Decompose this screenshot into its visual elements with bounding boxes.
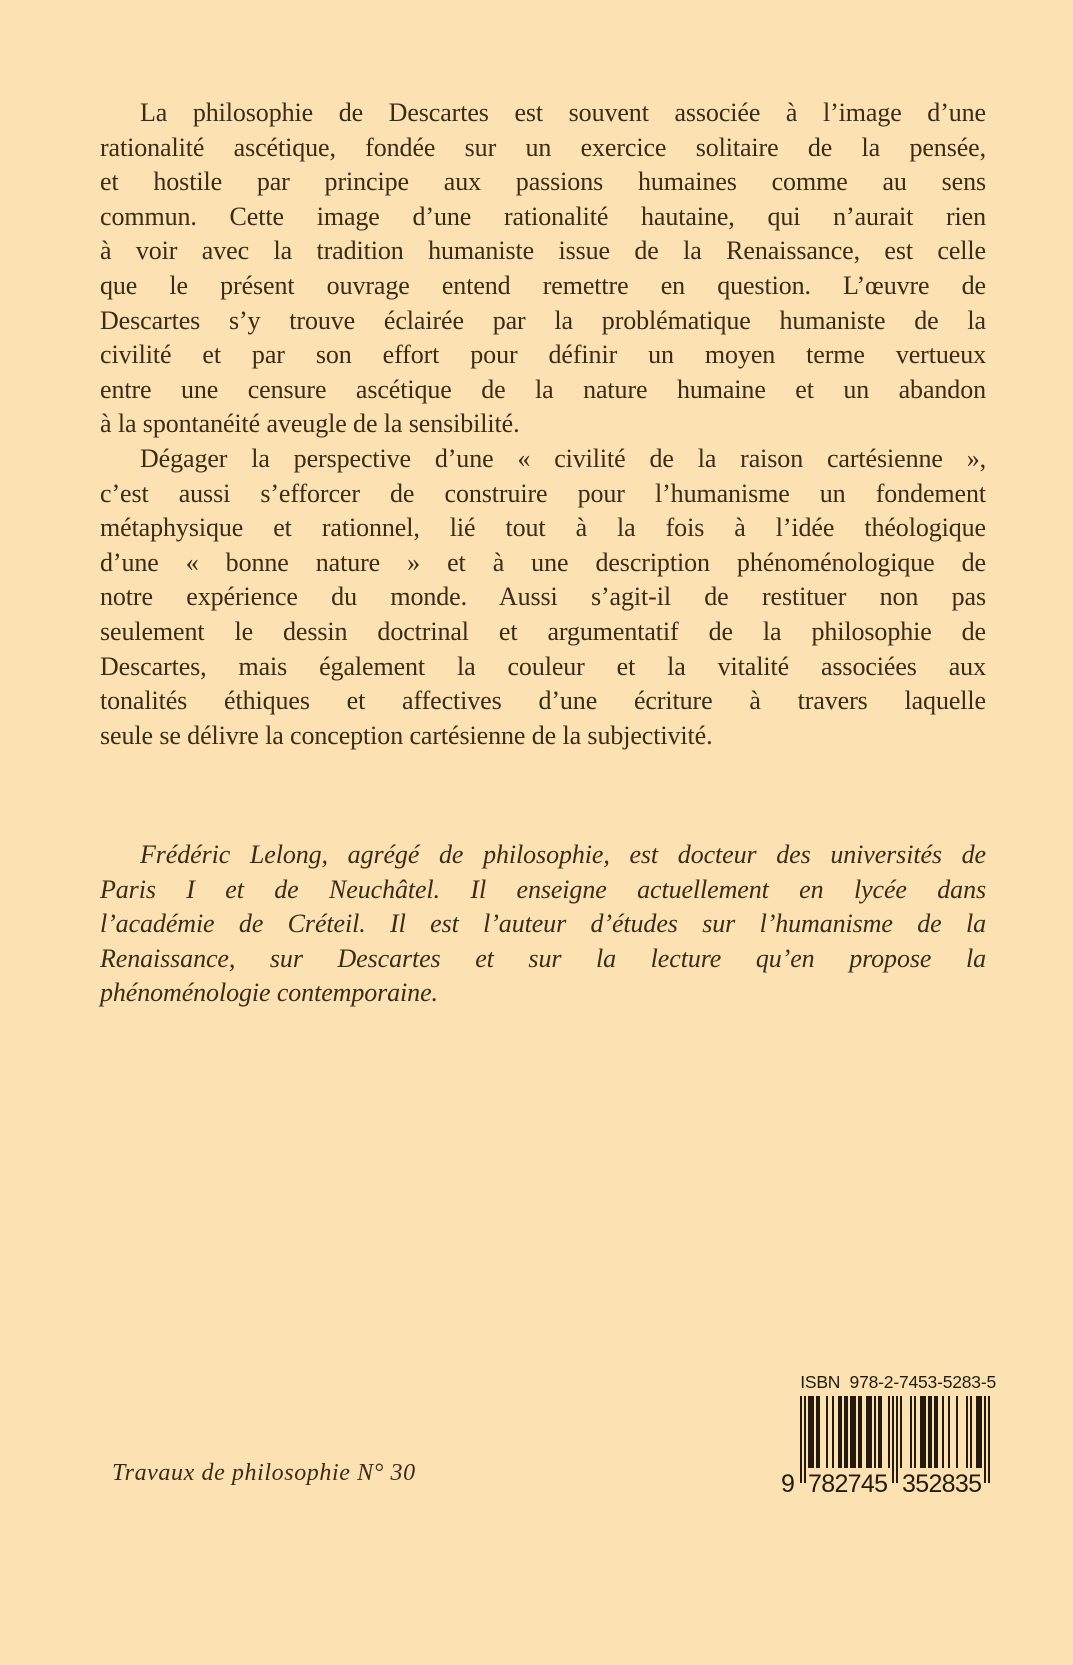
barcode-bar: [852, 1396, 854, 1468]
barcode-bar: [956, 1396, 958, 1468]
collection-label: Travaux de philosophie N° 30: [112, 1460, 416, 1486]
barcode-bar: [804, 1396, 806, 1483]
barcode-bar: [878, 1396, 880, 1468]
barcode-bar: [920, 1396, 922, 1468]
barcode-bar: [832, 1396, 834, 1468]
text-line: à voir avec la tradition humaniste issue de la Renaissance, est celle: [100, 236, 986, 266]
barcode-bar: [922, 1396, 924, 1468]
barcode-bar: [936, 1396, 938, 1468]
barcode-bar: [854, 1396, 856, 1468]
barcode-bar: [818, 1396, 820, 1468]
text-line: commun. Cette image d’une rationalité hautaine, qui n’aurait rien: [100, 201, 986, 231]
text-line: rationalité ascétique, fondée sur un exercice solitaire de la pensée,: [100, 132, 986, 162]
barcode-bar: [928, 1396, 930, 1468]
barcode-bar: [970, 1396, 972, 1468]
text-line: Descartes s’y trouve éclairée par la problématique humaniste de la: [100, 305, 986, 335]
barcode-bar: [980, 1396, 982, 1468]
barcode-bar: [900, 1396, 902, 1468]
barcode-bar: [868, 1396, 870, 1468]
barcode-bar: [988, 1396, 990, 1483]
barcode-bar: [810, 1396, 812, 1468]
barcode-bar: [880, 1396, 882, 1468]
text-line: Renaissance, sur Descartes et sur la lecture qu’en propose la: [100, 943, 986, 973]
barcode-bar: [984, 1396, 986, 1483]
barcode-digits-right: 352835: [902, 1470, 982, 1494]
barcode-bar: [870, 1396, 872, 1468]
text-line: Frédéric Lelong, agrégé de philosophie, est docteur des universités de: [140, 840, 986, 869]
barcode-bar: [966, 1396, 968, 1468]
barcode-bar: [800, 1396, 802, 1483]
text-line: à la spontanéité aveugle de la sensibilité.: [100, 409, 520, 439]
barcode-bar: [860, 1396, 862, 1468]
barcode-bar: [978, 1396, 980, 1468]
synopsis-paragraph: [100, 96, 986, 442]
ean13-barcode-svg: [776, 1396, 996, 1494]
isbn-barcode-block: [776, 1372, 996, 1494]
barcode-bar: [948, 1396, 950, 1468]
text-line: et hostile par principe aux passions humaines comme au sens: [100, 167, 986, 197]
text-line: que le présent ouvrage entend remettre en question. L’œuvre de: [100, 270, 986, 300]
barcode-bar: [808, 1396, 810, 1468]
synopsis-text: [100, 96, 986, 753]
text-line: La philosophie de Descartes est souvent associée à l’image d’une: [140, 98, 986, 127]
barcode-bar: [976, 1396, 978, 1468]
text-line: entre une censure ascétique de la nature humaine et un abandon: [100, 374, 986, 404]
text-line: Descartes, mais également la couleur et la vitalité associées aux: [100, 651, 986, 681]
barcode-bar: [812, 1396, 814, 1468]
barcode-bar: [874, 1396, 876, 1468]
barcode-bar: [910, 1396, 912, 1468]
text-line: l’académie de Créteil. Il est l’auteur d’études sur l’humanisme de la: [100, 909, 986, 939]
barcode-bar: [858, 1396, 860, 1468]
barcode-bar: [914, 1396, 916, 1468]
barcode-bar: [840, 1396, 842, 1468]
barcode-bar: [934, 1396, 936, 1468]
barcode-bar: [846, 1396, 848, 1468]
text-line: Paris I et de Neuchâtel. Il enseigne actuellement en lycée dans: [100, 874, 986, 904]
text-line: notre expérience du monde. Aussi s’agit-il de restituer non pas: [100, 582, 986, 612]
synopsis-paragraph: [100, 442, 986, 753]
barcode-bar: [896, 1396, 898, 1483]
barcode-bar: [866, 1396, 868, 1468]
barcode-digit-lead: 9: [781, 1470, 795, 1494]
isbn-label: ISBN 978-2-7453-5283-5: [800, 1372, 996, 1392]
barcode-digits-left: 782745: [808, 1470, 888, 1494]
barcode-bar: [844, 1396, 846, 1468]
barcode-bar: [850, 1396, 852, 1468]
barcode-bar: [816, 1396, 818, 1468]
barcode-bar: [838, 1396, 840, 1468]
text-line: Dégager la perspective d’une « civilité de la raison cartésienne »,: [140, 443, 986, 473]
text-line: seule se délivre la conception cartésienne de la subjectivité.: [100, 720, 713, 750]
ean13-barcode: [776, 1396, 996, 1494]
barcode-bar: [924, 1396, 926, 1468]
barcode-bar: [942, 1396, 944, 1468]
text-line: phénoménologie contemporaine.: [100, 978, 438, 1008]
text-line: métaphysique et rationnel, lié tout à la fois à l’idée théologique: [100, 513, 986, 543]
barcode-bar: [826, 1396, 828, 1468]
text-line: d’une « bonne nature » et à une description phénoménologique de: [100, 547, 986, 577]
author-bio: [100, 838, 986, 1011]
barcode-bar: [892, 1396, 894, 1483]
barcode-bar: [930, 1396, 932, 1468]
text-line: civilité et par son effort pour définir un moyen terme vertueux: [100, 340, 986, 370]
barcode-bar: [888, 1396, 890, 1468]
text-line: seulement le dessin doctrinal et argumentatif de la philosophie de: [100, 616, 986, 646]
text-line: c’est aussi s’efforcer de construire pour l’humanisme un fondement: [100, 478, 986, 508]
text-line: tonalités éthiques et affectives d’une écriture à travers laquelle: [100, 686, 986, 716]
